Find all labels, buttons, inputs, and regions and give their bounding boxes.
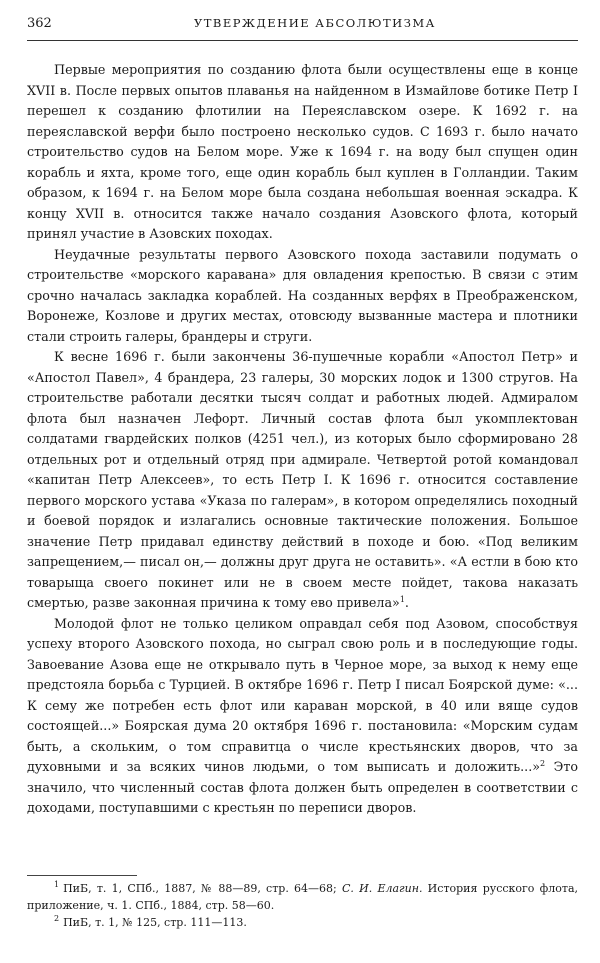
footnotes [27,880,578,931]
paragraph-3: К весне 1696 г. были закончены 36-пушечные корабли «Апостол Петр» и «Апостол Павел», 4 брандера, 23 галеры, 30 морских лодок и 1300 стругов. На строительстве работали десятки тысяч солдат и работных людей. Адмиралом флота был назначен Лефорт. Личный состав флота был укомплектован солдатами гвардейских полков (4251 чел.), из которых было сформировано 28 отдельных рот и отдельный отряд при адмирале. Четвертой ротой командовал «капитан Петр Алексеев», то есть Петр I. К 1696 г. относится составление первого морского устава «Указа по галерам», в котором определялись походный и боевой порядок и излагались основные тактические положения. Большое значение Петр придавал единству действий в походе и бою. «Под великим запрещением,— писал он,— должны друг друга не оставить». «А естли в бою кто товарыща своего покинет или не в своем месте пойдет, такова наказать смертью, разве законная причина к тому ево привела»$^1$. [27,349,578,610]
paragraph-4-text: Молодой флот не только целиком оправдал себя под Азовом, способствуя успеху второго Азовского похода, но сыграл свою роль и в последующие годы. Завоевание Азова еще не открывало путь в Черное море, за выход к нему еще предстояла борьба с Турцией. В октябре 1696 г. Петр I писал Боярской думе: «... К сему же потребен есть флот или караван морской, в 40 или вяще судов состоящей...» Боярская дума 20 октября 1696 г. постановила: «Морским судам быть, а скольким, о том справитца о числе крестьянских дворов, что за духовными и за всяких чинов людьми, о том выписать и доложить...» [27,615,578,774]
footnote-rule [27,875,137,876]
footnote-1-text-b: История русского флота, приложение, ч. 1. СПб., 1884, стр. 58—60. [27,882,578,912]
header-rule [27,40,578,41]
paragraph-4 [27,614,578,819]
footnote-2-text: ПиБ, т. 1, № 125, стр. 111—113. [63,916,247,929]
running-title: УТВЕРЖДЕНИЕ АБСОЛЮТИЗМА [193,16,436,30]
footnote-2-number: 2 [54,914,60,924]
page-number: 362 [27,16,52,31]
footnote-1 [27,880,578,914]
footnote-1-number: 1 [54,880,60,890]
footnote-1-text-a: ПиБ, т. 1, СПб., 1887, № 88—89, стр. 64—68; [63,882,342,895]
paragraph-4-tail: Это значило, что численный состав флота должен быть определен в соответствии с доходами, поступавшими с крестьян по переписи дворов. [27,759,579,815]
footnote-ref-2[interactable]: 2 [540,758,546,768]
footnote-1-author: С. И. Елагин. [342,882,423,895]
paragraph-1: Первые мероприятия по созданию флота были осуществлены еще в конце XVII в. После первых опытов плаванья на найденном в Измайлове ботике Петр I перешел к созданию флотилии на Переяславском озере. К 1692 г. на переяславской верфи было построено несколько судов. С 1693 г. было начато строительство судов на Белом море. Уже к 1694 г. на воду был спущен один корабль и яхта, кроме того, еще один корабль был куплен в Голландии. Таким образом, к 1694 г. на Белом море была создана небольшая военная эскадра. К концу XVII в. относится также начало создания Азовского флота, который принял участие в Азовских походах. [27,62,578,241]
main-text [27,60,578,819]
paragraph-3-text: К весне 1696 г. были закончены 36-пушечные корабли «Апостол Петр» и «Апостол Павел», 4 брандера, 23 галеры, 30 морских лодок и 1300 стругов. На строительстве работали десятки тысяч солдат и работных людей. Адмиралом флота был назначен Лефорт. Личный состав флота был укомплектован солдатами гвардейских полков (4251 чел.), из которых было сформировано 28 отдельных рот и отдельный отряд при адмирале. Четвертой ротой командовал «капитан Петр Алексеев», то есть Петр I. К 1696 г. относится составление первого морского устава «Указа по галерам», в котором определялись походный и боевой порядок и излагались основные тактические положения. Большое значение Петр придавал единству действий в походе и бою. «Под великим запрещением,— писал он,— должны друг друга не оставить». «А естли в бою кто товарыща своего покинет или не в своем месте пойдет, такова наказать смертью, разве законная причина к тому ево привела» [27,349,578,610]
footnote-2 [27,914,578,931]
paragraph-2: Неудачные результаты первого Азовского похода заставили подумать о строительстве «морского каравана» для овладения крепостью. В связи с этим срочно началась закладка кораблей. На созданных верфях в Преображенском, Воронеже, Козлове и других местах, отовсюду вызванные мастера и плотники стали строить галеры, брандеры и струги. [27,246,578,344]
running-header [27,16,578,31]
footnote-ref-1[interactable]: 1 [399,594,405,604]
